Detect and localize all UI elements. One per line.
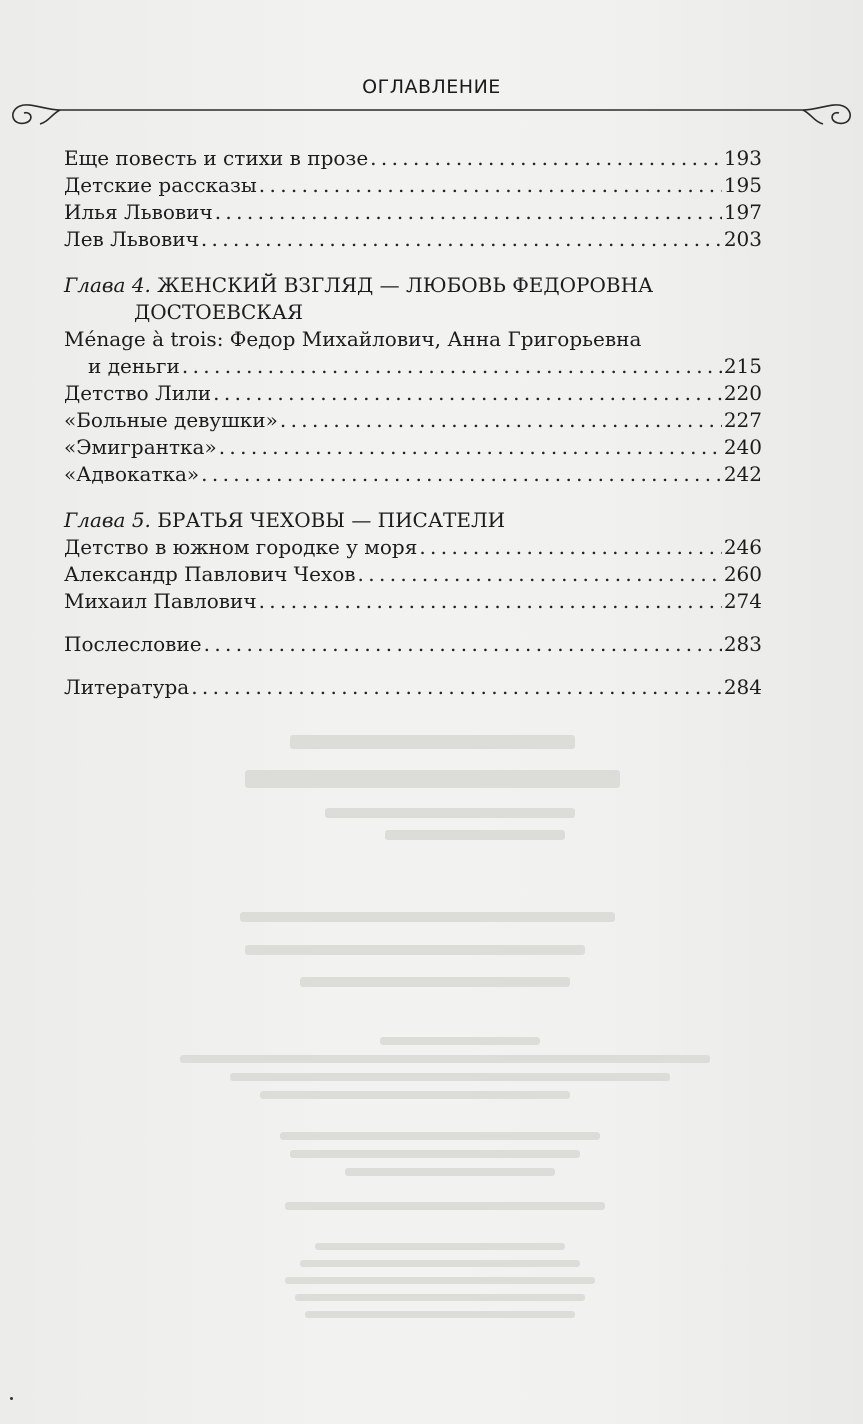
toc-entry-page: 242	[723, 462, 762, 486]
chapter-title-cont: ДОСТОЕВСКАЯ	[134, 300, 304, 324]
toc-entry-page: 283	[723, 632, 762, 656]
toc-entry-title: Александр Павлович Чехов	[64, 562, 356, 586]
toc-entry-page: 284	[723, 675, 762, 699]
toc-entry-title: Детство в южном городке у моря	[64, 535, 418, 559]
toc-entry-page: 215	[723, 354, 762, 378]
page-speck	[10, 1397, 13, 1400]
toc-entry-title: Еще повесть и стихи в прозе	[64, 146, 369, 170]
toc-entry-page: 240	[723, 435, 762, 459]
toc-entry-title: Детство Лили	[64, 381, 212, 405]
chapter-label: Глава 5.	[64, 508, 151, 532]
toc-entry-title: «Эмигрантка»	[64, 435, 217, 459]
toc-entry-title: Ménage à trois: Федор Михайлович, Анна Григорьевна	[64, 327, 642, 351]
toc-entry-page: 197	[723, 200, 762, 224]
toc-entry-page: 220	[723, 381, 762, 405]
toc-entry-title: Михаил Павлович	[64, 589, 257, 613]
chapter-label: Глава 4.	[64, 273, 151, 297]
toc-entry-page: 193	[723, 146, 762, 170]
toc-entry-title: «Больные девушки»	[64, 408, 278, 432]
toc-entry-page: 260	[723, 562, 762, 586]
page-title: ОГЛАВЛЕНИЕ	[362, 76, 501, 98]
chapter-title: БРАТЬЯ ЧЕХОВЫ — ПИСАТЕЛИ	[157, 508, 506, 532]
toc-entry-title-cont: и деньги	[88, 354, 180, 378]
toc-entry-title: «Адвокатка»	[64, 462, 200, 486]
toc-entry-page: 227	[723, 408, 762, 432]
chapter-title: ЖЕНСКИЙ ВЗГЛЯД — ЛЮБОВЬ ФЕДОРОВНА	[157, 273, 654, 297]
toc-entry-title: Послесловие	[64, 632, 202, 656]
toc-entry-title: Литература	[64, 675, 190, 699]
toc-entry-page: 274	[723, 589, 762, 613]
toc-entry-title: Илья Львович	[64, 200, 213, 224]
toc-entry-page: 203	[723, 227, 762, 251]
toc-entry-page: 195	[723, 173, 762, 197]
toc-entry-page: 246	[723, 535, 762, 559]
toc-entry-title: Лев Львович	[64, 227, 199, 251]
toc-entry-title: Детские рассказы	[64, 173, 257, 197]
